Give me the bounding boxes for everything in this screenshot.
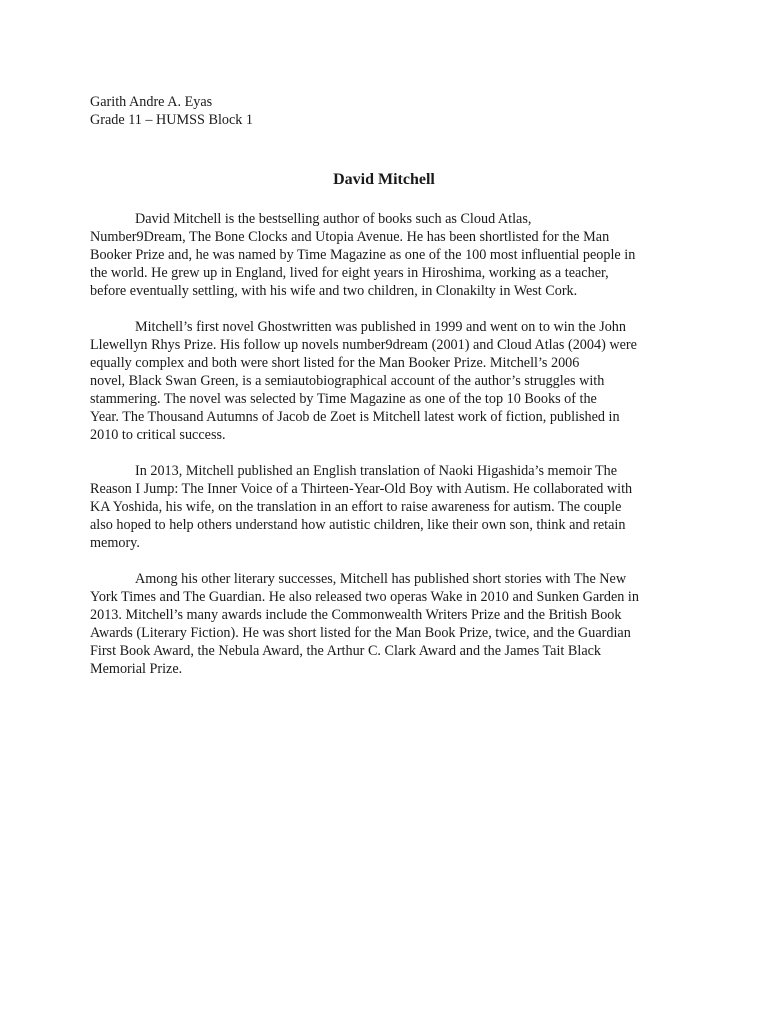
text-line: stammering. The novel was selected by Time Magazine as one of the top 10 Books of the [90,391,597,407]
text-line: Among his other literary successes, Mitchell has published short stories with The New [135,571,627,587]
author-name: Garith Andre A. Eyas [90,94,213,110]
text-line: also hoped to help others understand how autistic children, like their own son, think and retain [90,517,626,533]
text-line: York Times and The Guardian. He also released two operas Wake in 2010 and Sunken Garden in [90,589,639,605]
paragraph [90,210,680,300]
text-line: David Mitchell is the bestselling author of books such as Cloud Atlas, [135,211,532,227]
text-line: novel, Black Swan Green, is a semiautobiographical account of the author’s struggles with [90,373,605,389]
document-header [90,93,253,129]
text-line: First Book Award, the Nebula Award, the Arthur C. Clark Award and the James Tait Black [90,643,602,659]
text-line: Year. The Thousand Autumns of Jacob de Zoet is Mitchell latest work of fiction, published in [90,409,620,425]
document-body [90,210,680,696]
text-line: Number9Dream, The Bone Clocks and Utopia Avenue. He has been shortlisted for the Man [90,229,610,245]
text-line: 2010 to critical success. [90,427,226,443]
text-line: Memorial Prize. [90,661,183,677]
text-line: memory. [90,535,140,551]
paragraph [90,462,680,552]
text-line: equally complex and both were short listed for the Man Booker Prize. Mitchell’s 2006 [90,355,580,371]
paragraph [90,570,680,678]
text-line: the world. He grew up in England, lived for eight years in Hiroshima, working as a teacher, [90,265,609,281]
text-line: Booker Prize and, he was named by Time Magazine as one of the 100 most influential people in [90,247,636,263]
grade-section: Grade 11 – HUMSS Block 1 [90,112,254,128]
text-line: Awards (Literary Fiction). He was short listed for the Man Book Prize, twice, and the Guardian [90,625,631,641]
text-line: before eventually settling, with his wife and two children, in Clonakilty in West Cork. [90,283,578,299]
text-line: Reason I Jump: The Inner Voice of a Thirteen-Year-Old Boy with Autism. He collaborated with [90,481,633,497]
text-line: 2013. Mitchell’s many awards include the Commonwealth Writers Prize and the British Book [90,607,622,623]
text-line: Mitchell’s first novel Ghostwritten was published in 1999 and went on to win the John [135,319,626,335]
text-line: Llewellyn Rhys Prize. His follow up novels number9dream (2001) and Cloud Atlas (2004) were [90,337,637,353]
text-line: In 2013, Mitchell published an English translation of Naoki Higashida’s memoir The [135,463,618,479]
paragraph [90,318,680,444]
document-title: David Mitchell [333,171,435,188]
text-line: KA Yoshida, his wife, on the translation in an effort to raise awareness for autism. The couple [90,499,622,515]
